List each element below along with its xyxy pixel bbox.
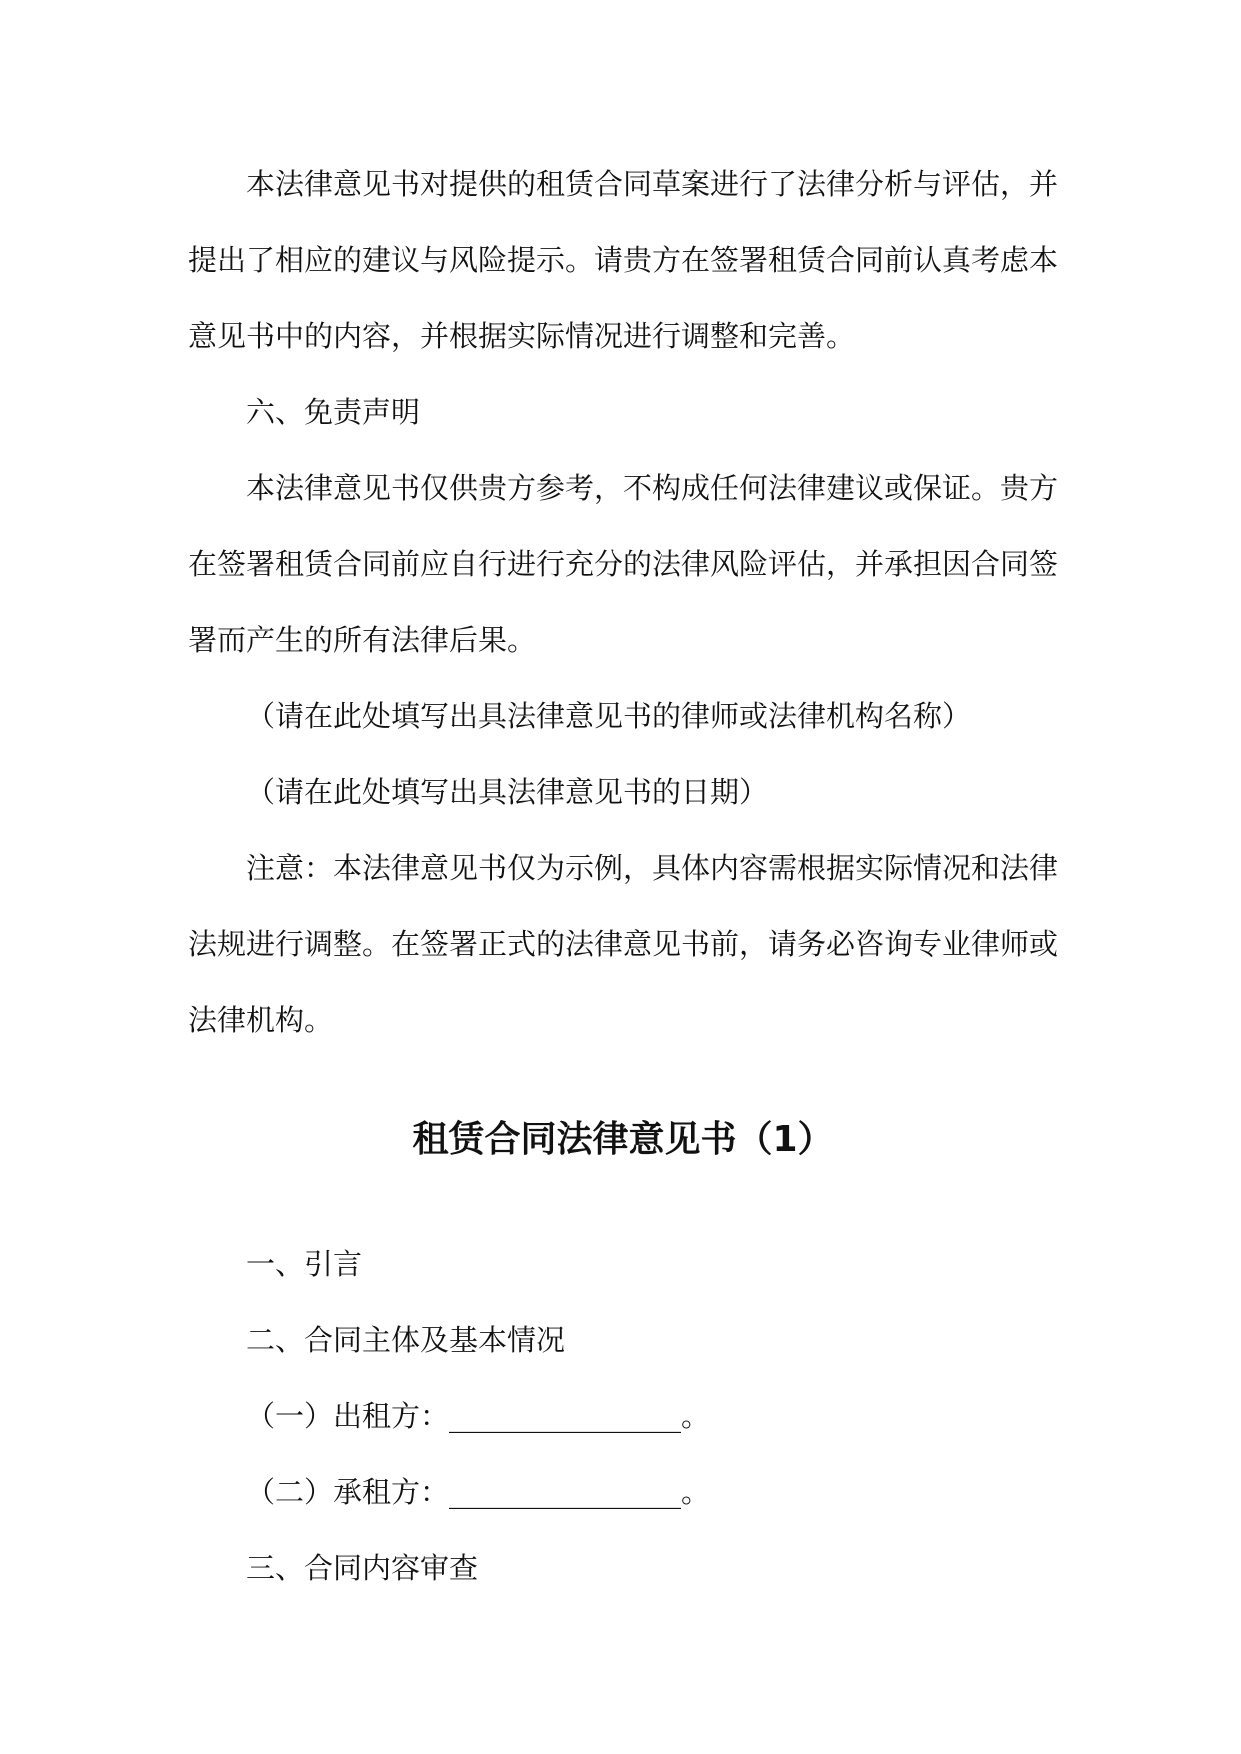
document-body [188, 146, 1058, 1606]
note-paragraph: 注意：本法律意见书仅为示例，具体内容需根据实际情况和法律法规进行调整。在签署正式的法律意见书前，请务必咨询专业律师或法律机构。 [188, 851, 1059, 1037]
lessee-line: （二）承租方：________________。 [246, 1475, 711, 1509]
document-title: 租赁合同法律意见书（1） [412, 1119, 834, 1160]
section2-heading: 二、合同主体及基本情况 [246, 1323, 566, 1357]
title-block [188, 1118, 1058, 1162]
conclusion-paragraph: 本法律意见书对提供的租赁合同草案进行了法律分析与评估，并提出了相应的建议与风险提示。请贵方在签署租赁合同前认真考虑本意见书中的内容，并根据实际情况进行调整和完善。 [188, 167, 1059, 353]
lessor-line: （一）出租方：________________。 [246, 1399, 711, 1433]
date-placeholder: （请在此处填写出具法律意见书的日期） [246, 775, 769, 809]
issuer-placeholder: （请在此处填写出具法律意见书的律师或法律机构名称） [246, 699, 972, 733]
section1-heading: 一、引言 [246, 1247, 363, 1281]
section6-heading: 六、免责声明 [246, 395, 421, 429]
section3-heading: 三、合同内容审查 [246, 1551, 479, 1585]
disclaimer-paragraph: 本法律意见书仅供贵方参考，不构成任何法律建议或保证。贵方在签署租赁合同前应自行进行充分的法律风险评估，并承担因合同签署而产生的所有法律后果。 [188, 471, 1059, 657]
